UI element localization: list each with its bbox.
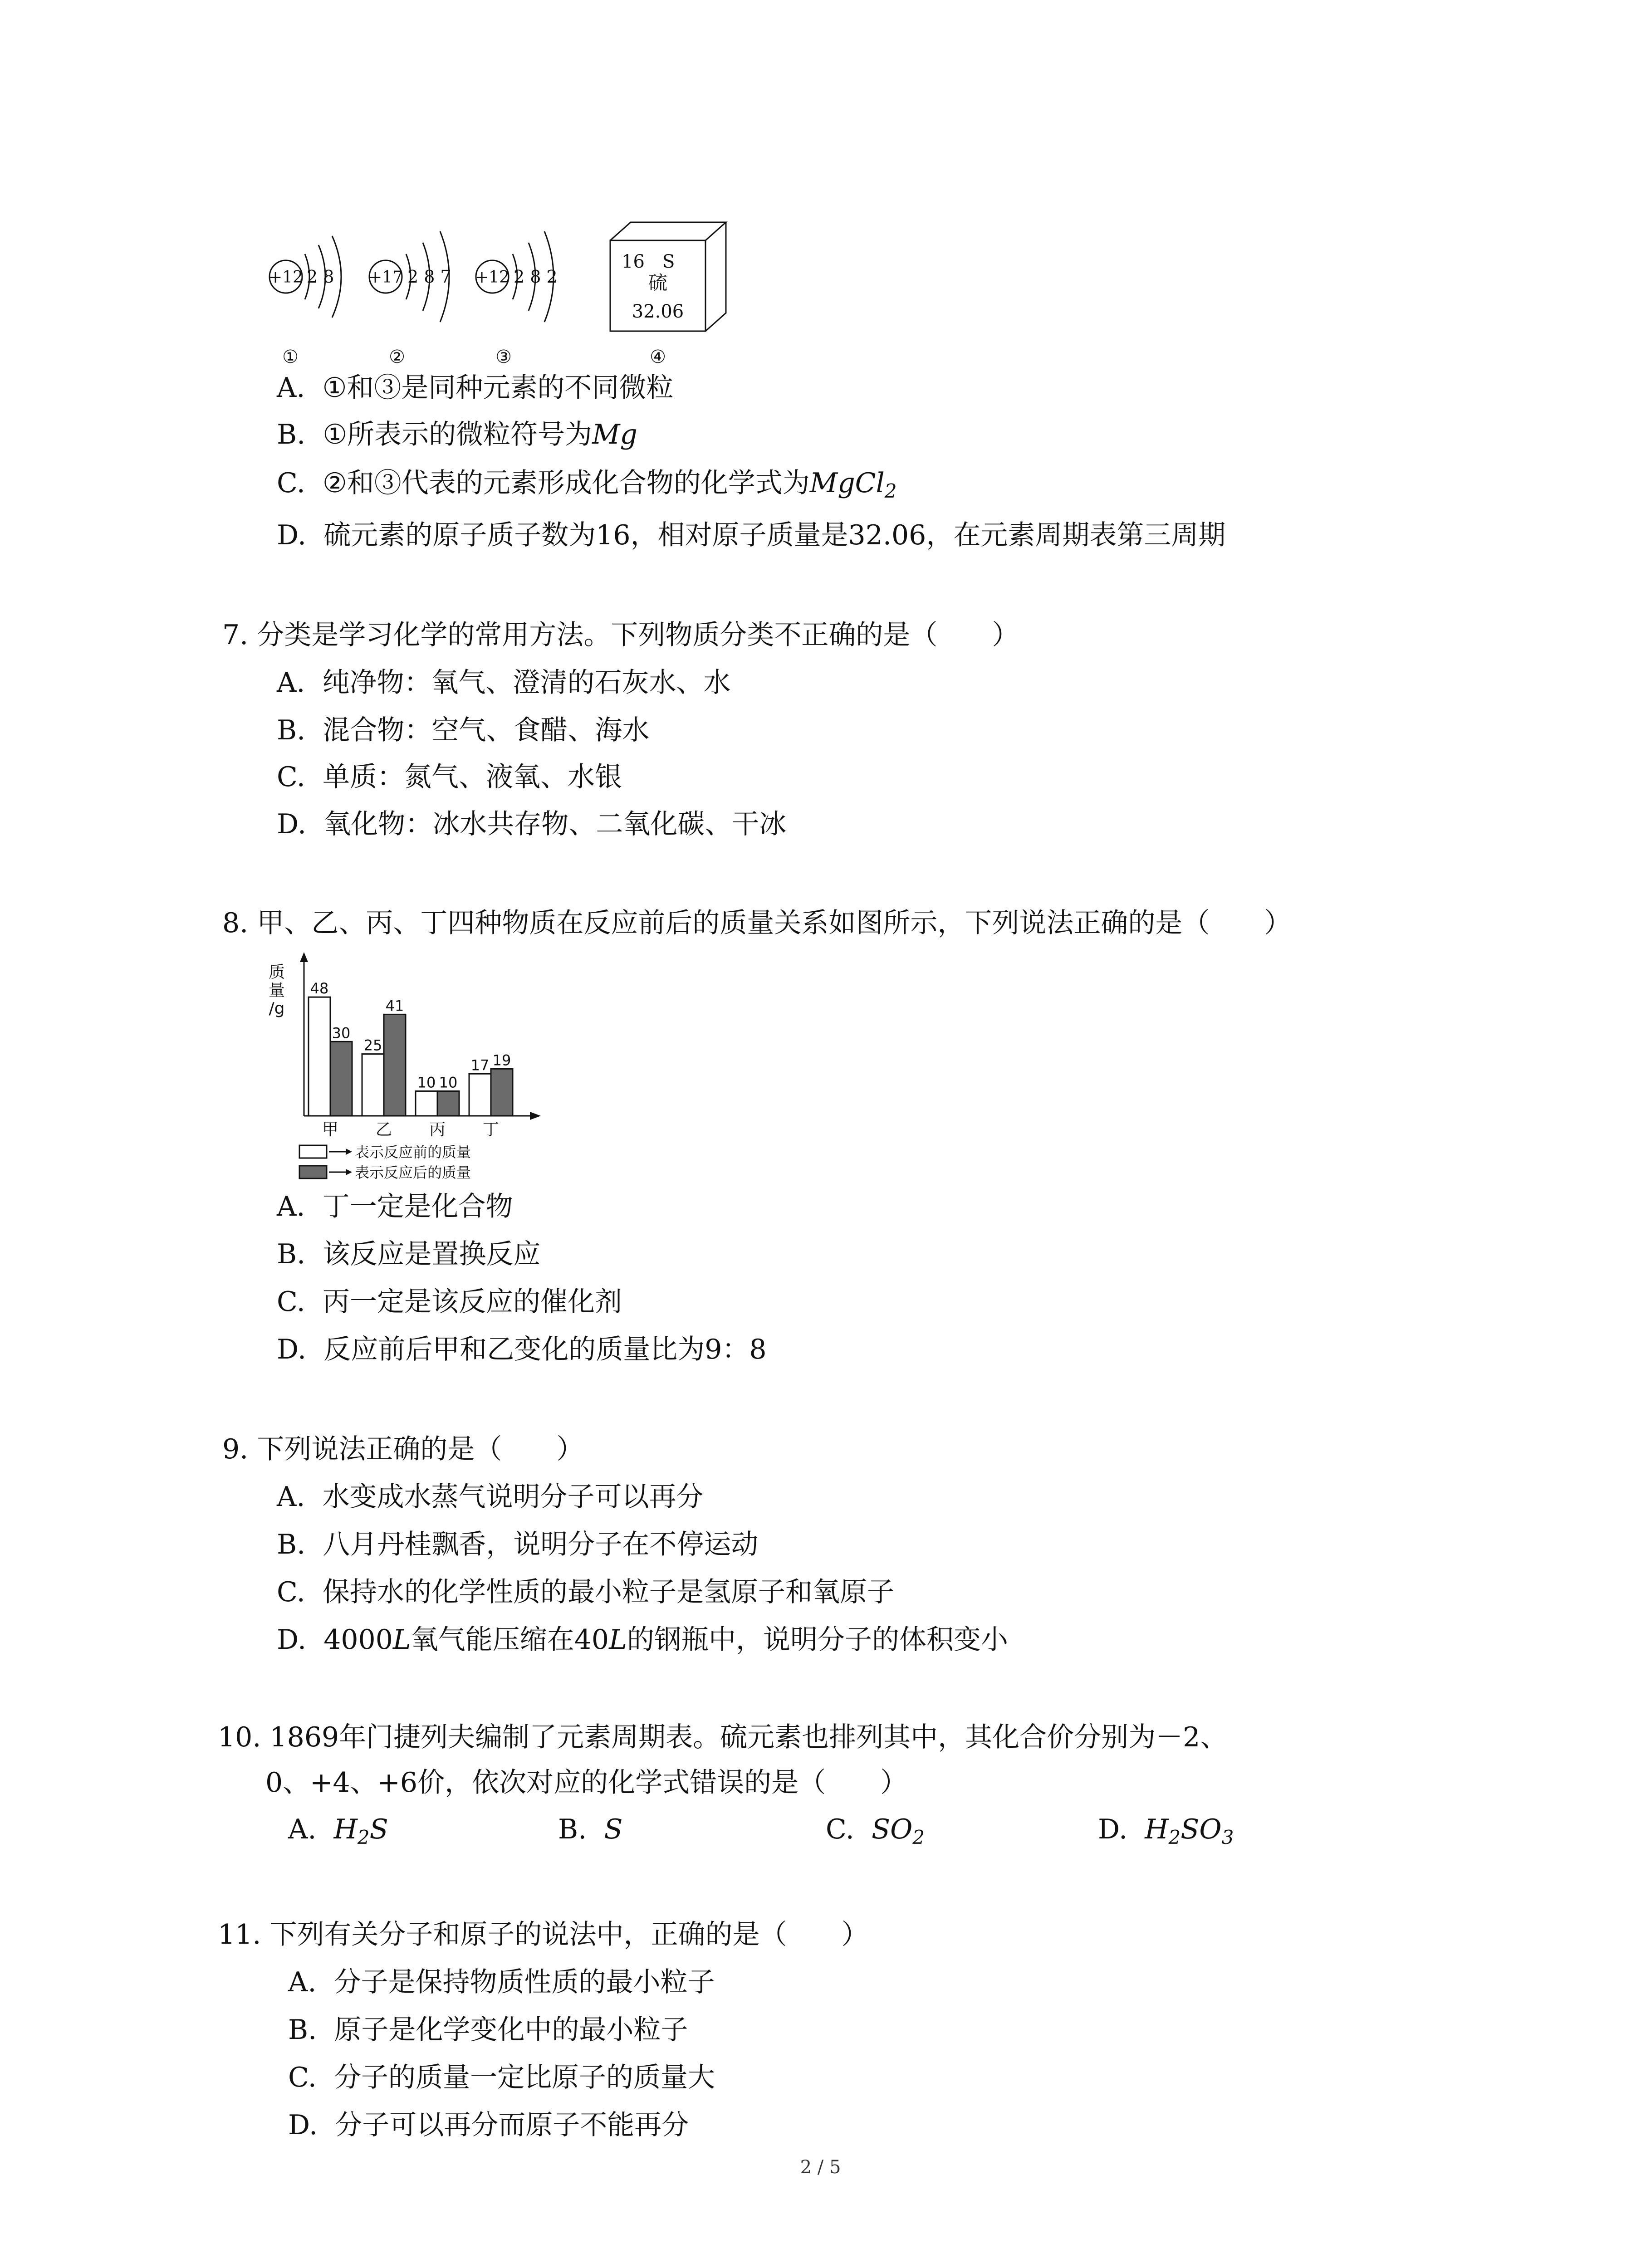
legend-swatch-after bbox=[299, 1166, 327, 1178]
q6-option-a[interactable]: A. ①和③是同种元素的不同微粒 bbox=[277, 372, 674, 404]
q8-stem: 8. 甲、乙、丙、丁四种物质在反应前后的质量关系如图所示，下列说法正确的是（ ） bbox=[222, 907, 1292, 939]
atom-2-label: ② bbox=[389, 347, 405, 367]
atom-1-shells: 2 8 bbox=[307, 267, 334, 287]
bar-丙-before bbox=[416, 1091, 437, 1116]
category-label: 丁 bbox=[482, 1120, 500, 1139]
legend-label: 表示反应前的质量 bbox=[355, 1144, 471, 1161]
element-symbol: S bbox=[662, 251, 675, 272]
bar-甲-after bbox=[330, 1041, 352, 1116]
category-label: 乙 bbox=[375, 1120, 392, 1139]
atom-3-label: ③ bbox=[495, 347, 512, 367]
atom-2-nucleus: +17 bbox=[368, 268, 403, 287]
q9-option-a[interactable]: A. 水变成水蒸气说明分子可以再分 bbox=[277, 1481, 704, 1513]
data-label: 25 bbox=[363, 1036, 382, 1054]
bar-乙-before bbox=[362, 1054, 384, 1116]
q11-option-b[interactable]: B. 原子是化学变化中的最小粒子 bbox=[288, 2014, 688, 2046]
atom-3-shells: 2 8 2 bbox=[514, 267, 558, 287]
q6-option-d[interactable]: D. 硫元素的原子质子数为16，相对原子质量是32.06，在元素周期表第三周期 bbox=[277, 519, 1226, 551]
data-label: 19 bbox=[492, 1051, 511, 1069]
bar-丁-after bbox=[491, 1069, 513, 1116]
q7-option-d[interactable]: D. 氧化物：冰水共存物、二氧化碳、干冰 bbox=[277, 808, 787, 840]
q11-option-d[interactable]: D. 分子可以再分而原子不能再分 bbox=[288, 2109, 689, 2141]
atom-1-label: ① bbox=[282, 347, 299, 367]
data-label: 30 bbox=[332, 1024, 351, 1042]
q10-option-b[interactable]: B. S bbox=[558, 1813, 623, 1845]
data-label: 17 bbox=[470, 1056, 490, 1074]
q8-option-b[interactable]: B. 该反应是置换反应 bbox=[277, 1238, 541, 1270]
page-number: 2 / 5 bbox=[800, 2157, 841, 2178]
data-label: 10 bbox=[439, 1074, 458, 1091]
q11-option-c[interactable]: C. 分子的质量一定比原子的质量大 bbox=[288, 2062, 715, 2093]
atom-structure-figure bbox=[254, 213, 753, 372]
bar-甲-before bbox=[309, 997, 330, 1116]
q8-option-a[interactable]: A. 丁一定是化合物 bbox=[277, 1191, 513, 1222]
y-axis-arrow bbox=[300, 952, 308, 962]
q10-option-d[interactable]: D. $H_2SO_3$ bbox=[1098, 1813, 1234, 1848]
y-axis-label: 质 bbox=[268, 963, 285, 982]
bar-乙-after bbox=[384, 1014, 406, 1116]
category-label: 丙 bbox=[429, 1120, 446, 1139]
bar-丁-before bbox=[469, 1074, 491, 1116]
element-mass: 32.06 bbox=[632, 301, 684, 322]
atom-diagram-3 bbox=[475, 231, 558, 367]
category-label: 甲 bbox=[322, 1120, 339, 1139]
data-label: 41 bbox=[385, 997, 404, 1015]
q9-option-c[interactable]: C. 保持水的化学性质的最小粒子是氢原子和氧原子 bbox=[277, 1576, 894, 1608]
q9-option-d[interactable]: D. 4000L氧气能压缩在40L的钢瓶中，说明分子的体积变小 bbox=[277, 1624, 1008, 1656]
atom-diagram-1 bbox=[269, 236, 341, 367]
legend-label: 表示反应后的质量 bbox=[355, 1164, 471, 1181]
q7-stem: 7. 分类是学习化学的常用方法。下列物质分类不正确的是（ ） bbox=[222, 619, 1019, 651]
q9-stem: 9. 下列说法正确的是（ ） bbox=[222, 1433, 584, 1465]
q8-option-d[interactable]: D. 反应前后甲和乙变化的质量比为9：8 bbox=[277, 1334, 767, 1365]
mass-bar-chart bbox=[259, 946, 576, 1195]
x-axis-arrow bbox=[530, 1112, 541, 1120]
atom-1-nucleus: +12 bbox=[269, 268, 303, 287]
q10-stem-line2: 0、+4、+6价，依次对应的化学式错误的是（ ） bbox=[265, 1767, 908, 1799]
y-axis-label: /g bbox=[269, 999, 285, 1018]
atom-3-nucleus: +12 bbox=[475, 268, 509, 287]
atom-2-shells: 2 8 7 bbox=[407, 267, 451, 287]
element-name: 硫 bbox=[648, 272, 668, 294]
q9-option-b[interactable]: B. 八月丹桂飘香，说明分子在不停运动 bbox=[277, 1529, 759, 1560]
q10-option-c[interactable]: C. $SO_2$ bbox=[826, 1813, 925, 1848]
atom-diagram-2 bbox=[368, 231, 451, 367]
q11-option-a[interactable]: A. 分子是保持物质性质的最小粒子 bbox=[288, 1966, 715, 1998]
element-number: 16 bbox=[622, 251, 645, 272]
legend-arrow-head bbox=[346, 1169, 352, 1175]
q10-stem-line1: 10. 1869年门捷列夫编制了元素周期表。硫元素也排列其中，其化合价分别为－2、 bbox=[218, 1721, 1228, 1753]
element-label: ④ bbox=[650, 347, 666, 367]
legend-swatch-before bbox=[299, 1145, 327, 1158]
periodic-element-cell bbox=[610, 222, 726, 367]
y-axis-label: 量 bbox=[268, 981, 285, 1000]
data-label: 48 bbox=[310, 980, 329, 997]
legend-arrow-head bbox=[346, 1149, 352, 1155]
q8-option-c[interactable]: C. 丙一定是该反应的催化剂 bbox=[277, 1286, 622, 1318]
q7-option-b[interactable]: B. 混合物：空气、食醋、海水 bbox=[277, 714, 650, 746]
q7-option-a[interactable]: A. 纯净物：氧气、澄清的石灰水、水 bbox=[277, 667, 731, 699]
q6-option-c[interactable]: C. ②和③代表的元素形成化合物的化学式为MgCl$_2$ bbox=[277, 467, 897, 502]
data-label: 10 bbox=[417, 1074, 436, 1091]
q11-stem: 11. 下列有关分子和原子的说法中，正确的是（ ） bbox=[218, 1919, 869, 1950]
q7-option-c[interactable]: C. 单质：氮气、液氧、水银 bbox=[277, 761, 622, 793]
bar-丙-after bbox=[437, 1091, 459, 1116]
q10-option-a[interactable]: A. $H_2S$ bbox=[288, 1813, 388, 1848]
q6-option-b[interactable]: B. ①所表示的微粒符号为Mg bbox=[277, 419, 637, 450]
